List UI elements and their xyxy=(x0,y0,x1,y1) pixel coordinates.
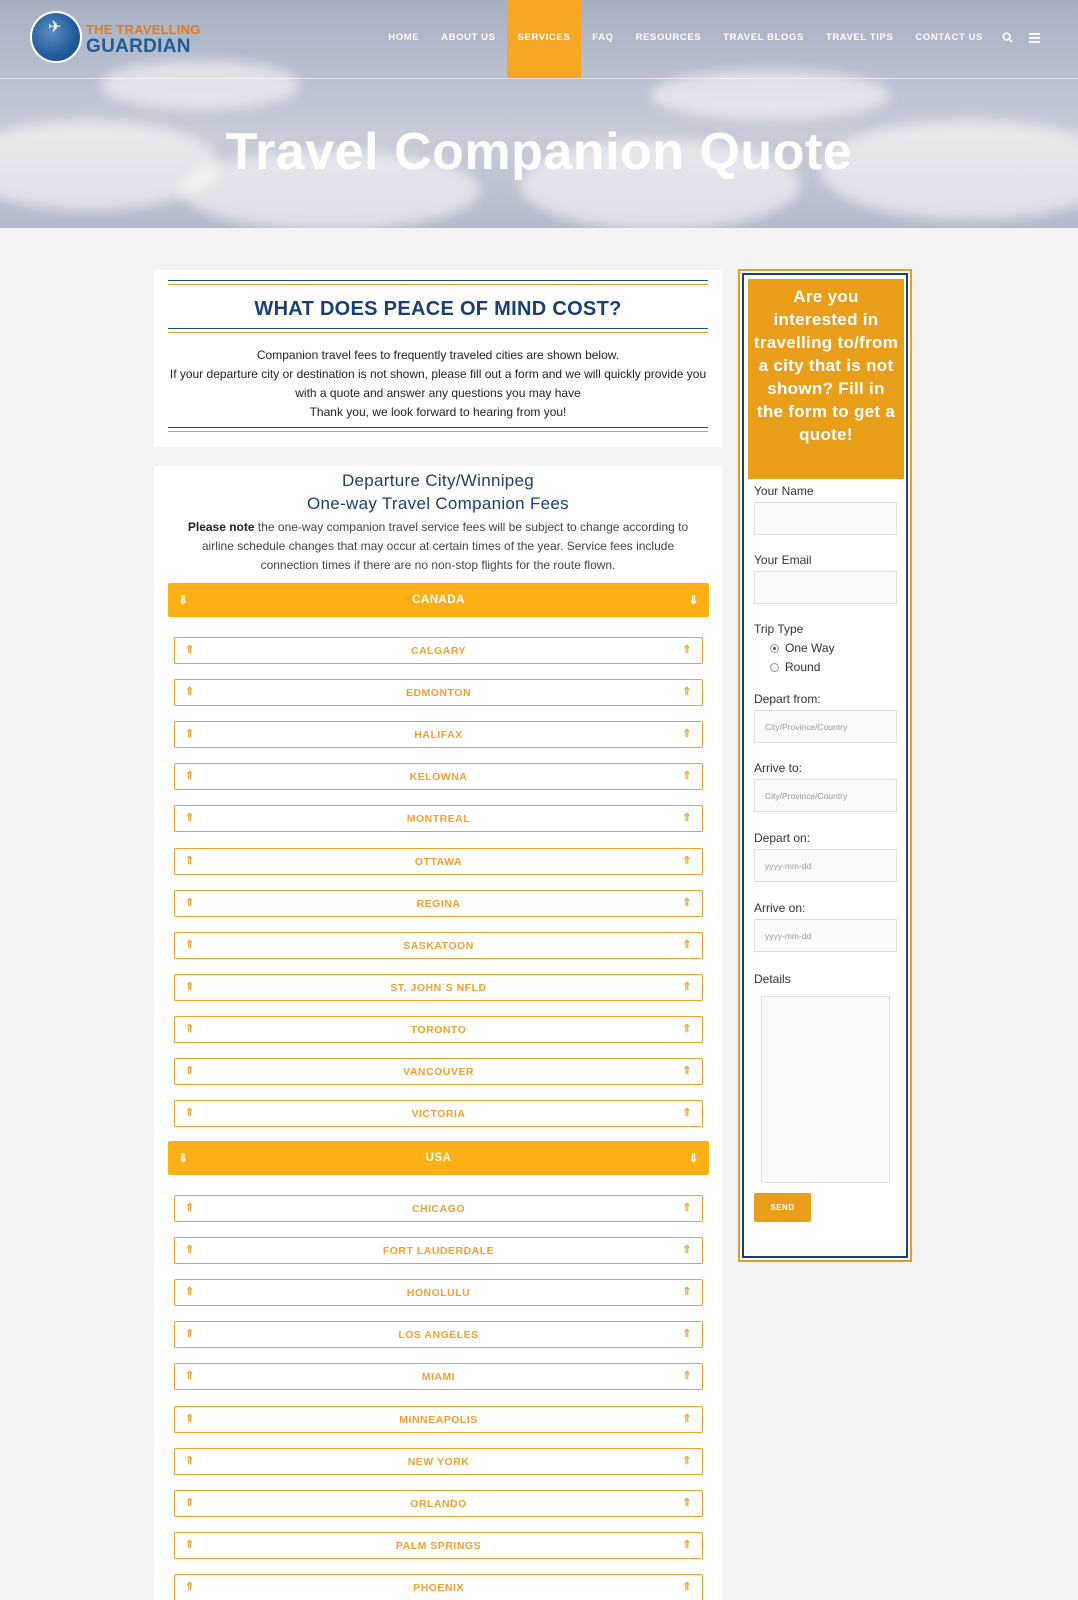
collapse-arrow-icon: ⇑ xyxy=(682,1107,692,1119)
city-row[interactable] xyxy=(174,679,703,706)
city-row[interactable] xyxy=(174,637,703,664)
collapse-arrow-icon: ⇑ xyxy=(185,1328,195,1340)
collapse-arrow-icon: ⇑ xyxy=(185,686,195,698)
collapse-arrow-icon: ⇑ xyxy=(682,1286,692,1298)
city-name: PHOENIX xyxy=(413,1582,464,1594)
arrive-on-input[interactable]: yyyy-mm-dd xyxy=(754,919,897,952)
collapse-arrow-icon: ⇑ xyxy=(185,939,195,951)
divider xyxy=(168,328,708,333)
arrive-to-input[interactable]: City/Province/Country xyxy=(754,779,897,812)
country-header[interactable] xyxy=(168,583,709,617)
city-row[interactable] xyxy=(174,1448,703,1475)
trip-option-round[interactable] xyxy=(770,660,820,674)
collapse-arrow-icon: ⇑ xyxy=(682,812,692,824)
main-nav xyxy=(377,0,1048,78)
city-row[interactable] xyxy=(174,1016,703,1043)
nav-about-us[interactable]: ABOUT US xyxy=(441,32,496,43)
collapse-arrow-icon: ⇑ xyxy=(682,1065,692,1077)
city-row[interactable] xyxy=(174,1058,703,1085)
quote-form-frame xyxy=(742,273,908,1258)
note-text: the one-way companion travel service fees will be subject to change according to airline schedule changes that may occur at certain times of the year. Service fees include connection times if there are no non-stop flights for the route flown. xyxy=(201,520,689,572)
divider xyxy=(168,280,708,285)
city-row[interactable] xyxy=(174,1321,703,1348)
city-row[interactable] xyxy=(174,1363,703,1390)
city-name: HONOLULU xyxy=(406,1287,471,1299)
collapse-arrow-icon: ⇑ xyxy=(185,1455,195,1467)
collapse-arrow-icon: ⇑ xyxy=(185,897,195,909)
nav-faq[interactable]: FAQ xyxy=(592,32,614,43)
fees-note xyxy=(178,518,698,575)
collapse-arrow-icon: ⇑ xyxy=(185,1202,195,1214)
collapse-arrow-icon: ⇑ xyxy=(682,1370,692,1382)
city-row[interactable] xyxy=(174,1279,703,1306)
collapse-arrow-icon: ⇑ xyxy=(682,1539,692,1551)
city-name: VICTORIA xyxy=(411,1108,466,1120)
city-row[interactable] xyxy=(174,974,703,1001)
brand-line-1: THE TRAVELLING xyxy=(86,22,201,37)
city-name: EDMONTON xyxy=(405,687,472,699)
trip-type-label: Trip Type xyxy=(754,622,804,636)
note-bold: Please note xyxy=(187,520,255,534)
details-label: Details xyxy=(754,972,791,986)
collapse-arrow-icon: ⇑ xyxy=(185,1497,195,1509)
city-row[interactable] xyxy=(174,932,703,959)
collapse-arrow-icon: ⇑ xyxy=(185,1065,195,1077)
city-name: TORONTO xyxy=(410,1024,467,1036)
city-row[interactable] xyxy=(174,763,703,790)
city-name: PALM SPRINGS xyxy=(395,1540,482,1552)
collapse-arrow-icon: ⇑ xyxy=(185,1539,195,1551)
top-navigation-bar xyxy=(0,0,1078,79)
collapse-arrow-icon: ⇑ xyxy=(682,1497,692,1509)
nav-home[interactable]: HOME xyxy=(388,32,420,43)
city-row[interactable] xyxy=(174,721,703,748)
city-name: HALIFAX xyxy=(414,729,463,741)
collapse-arrow-icon: ⇑ xyxy=(185,1286,195,1298)
collapse-arrow-icon: ⇑ xyxy=(185,1107,195,1119)
city-name: CALGARY xyxy=(410,645,467,657)
hamburger-icon[interactable] xyxy=(1021,0,1048,78)
city-row[interactable] xyxy=(174,1195,703,1222)
city-row[interactable] xyxy=(174,848,703,875)
fees-subtitle: One-way Travel Companion Fees xyxy=(307,494,569,513)
city-name: FORT LAUDERDALE xyxy=(382,1245,495,1257)
city-name: MIAMI xyxy=(421,1371,456,1383)
promo-banner: Are you interested in travelling to/from a city that is not shown? Fill in the form to get a quote! xyxy=(748,279,904,479)
city-row[interactable] xyxy=(174,805,703,832)
intro-line: Companion travel fees to frequently traveled cities are shown below. xyxy=(256,348,620,362)
details-textarea[interactable] xyxy=(761,996,890,1183)
expand-arrow-icon: ⇓ xyxy=(688,1151,699,1165)
radio-selected-icon[interactable] xyxy=(770,644,779,653)
collapse-arrow-icon: ⇑ xyxy=(682,1413,692,1425)
city-name: VANCOUVER xyxy=(403,1066,474,1078)
collapse-arrow-icon: ⇑ xyxy=(682,686,692,698)
collapse-arrow-icon: ⇑ xyxy=(682,855,692,867)
collapse-arrow-icon: ⇑ xyxy=(185,1413,195,1425)
expand-arrow-icon: ⇓ xyxy=(688,593,699,607)
collapse-arrow-icon: ⇑ xyxy=(185,728,195,740)
trip-option-label: One Way xyxy=(785,641,835,655)
arrive-to-label: Arrive to: xyxy=(754,761,803,775)
expand-arrow-icon: ⇓ xyxy=(178,593,189,607)
radio-icon[interactable] xyxy=(770,663,779,672)
collapse-arrow-icon: ⇑ xyxy=(185,812,195,824)
send-button[interactable]: SEND xyxy=(754,1193,811,1222)
nav-travel-tips[interactable]: TRAVEL TIPS xyxy=(825,32,894,43)
name-label: Your Name xyxy=(754,484,814,498)
city-name: OTTAWA xyxy=(414,856,463,868)
site-logo[interactable] xyxy=(30,10,201,68)
collapse-arrow-icon: ⇑ xyxy=(682,1202,692,1214)
departure-city-heading: Departure City/Winnipeg xyxy=(341,471,535,490)
email-label: Your Email xyxy=(754,553,812,567)
email-input[interactable] xyxy=(754,571,897,604)
name-input[interactable] xyxy=(754,502,897,535)
expand-arrow-icon: ⇓ xyxy=(178,1151,189,1165)
collapse-arrow-icon: ⇑ xyxy=(185,855,195,867)
intro-heading: WHAT DOES PEACE OF MIND COST? xyxy=(254,298,622,320)
intro-line: Thank you, we look forward to hearing from you! xyxy=(309,405,567,419)
country-name: USA xyxy=(425,1152,452,1164)
depart-from-label: Depart from: xyxy=(754,692,821,706)
city-name: ORLANDO xyxy=(410,1498,467,1510)
depart-on-input[interactable]: yyyy-mm-dd xyxy=(754,849,897,882)
city-name: LOS ANGELES xyxy=(398,1329,479,1341)
collapse-arrow-icon: ⇑ xyxy=(185,1244,195,1256)
city-name: KELOWNA xyxy=(409,771,468,783)
city-row[interactable] xyxy=(174,1490,703,1517)
city-row[interactable] xyxy=(174,1532,703,1559)
city-name: SASKATOON xyxy=(403,940,474,952)
city-row[interactable] xyxy=(174,1574,703,1600)
city-name: MINNEAPOLIS xyxy=(399,1414,478,1426)
collapse-arrow-icon: ⇑ xyxy=(682,1455,692,1467)
globe-plane-icon xyxy=(30,11,82,63)
city-name: ST. JOHN`S NFLD xyxy=(390,982,487,994)
collapse-arrow-icon: ⇑ xyxy=(682,1244,692,1256)
collapse-arrow-icon: ⇑ xyxy=(682,770,692,782)
page-title: Travel Companion Quote xyxy=(225,123,853,181)
nav-contact-us[interactable]: CONTACT US xyxy=(915,32,983,43)
nav-resources[interactable]: RESOURCES xyxy=(635,32,702,43)
collapse-arrow-icon: ⇑ xyxy=(185,1581,195,1593)
collapse-arrow-icon: ⇑ xyxy=(682,728,692,740)
city-name: REGINA xyxy=(416,898,461,910)
country-name: CANADA xyxy=(412,594,465,606)
city-name: NEW YORK xyxy=(407,1456,470,1468)
trip-option-label: Round xyxy=(785,660,821,674)
collapse-arrow-icon: ⇑ xyxy=(682,1023,692,1035)
fees-panel xyxy=(154,466,722,1600)
nav-travel-blogs[interactable]: TRAVEL BLOGS xyxy=(723,32,804,43)
depart-from-input[interactable]: City/Province/Country xyxy=(754,710,897,743)
country-header[interactable] xyxy=(168,1141,709,1175)
brand-line-2: GUARDIAN xyxy=(86,36,191,57)
intro-line: If your departure city or destination is not shown, please fill out a form and we will quickly provide you with a quote and answer any questions you may have xyxy=(169,367,707,400)
intro-panel xyxy=(154,270,722,447)
collapse-arrow-icon: ⇑ xyxy=(682,1581,692,1593)
collapse-arrow-icon: ⇑ xyxy=(682,1328,692,1340)
city-row[interactable] xyxy=(174,1237,703,1264)
divider xyxy=(168,427,708,432)
city-row[interactable] xyxy=(174,1406,703,1433)
collapse-arrow-icon: ⇑ xyxy=(682,939,692,951)
search-icon[interactable] xyxy=(994,0,1021,78)
intro-text xyxy=(168,346,708,422)
city-name: MONTREAL xyxy=(406,813,471,825)
collapse-arrow-icon: ⇑ xyxy=(185,1370,195,1382)
collapse-arrow-icon: ⇑ xyxy=(682,897,692,909)
collapse-arrow-icon: ⇑ xyxy=(185,1023,195,1035)
collapse-arrow-icon: ⇑ xyxy=(185,770,195,782)
collapse-arrow-icon: ⇑ xyxy=(682,981,692,993)
quote-form-sidebar xyxy=(738,269,912,1262)
city-name: CHICAGO xyxy=(411,1203,466,1215)
trip-option-one-way[interactable] xyxy=(770,641,835,655)
collapse-arrow-icon: ⇑ xyxy=(185,644,195,656)
city-row[interactable] xyxy=(174,1100,703,1127)
city-row[interactable] xyxy=(174,890,703,917)
collapse-arrow-icon: ⇑ xyxy=(185,981,195,993)
nav-services[interactable]: SERVICES xyxy=(507,0,582,78)
collapse-arrow-icon: ⇑ xyxy=(682,644,692,656)
hero-banner xyxy=(0,0,1078,228)
arrive-on-label: Arrive on: xyxy=(754,901,806,915)
depart-on-label: Depart on: xyxy=(754,831,811,845)
